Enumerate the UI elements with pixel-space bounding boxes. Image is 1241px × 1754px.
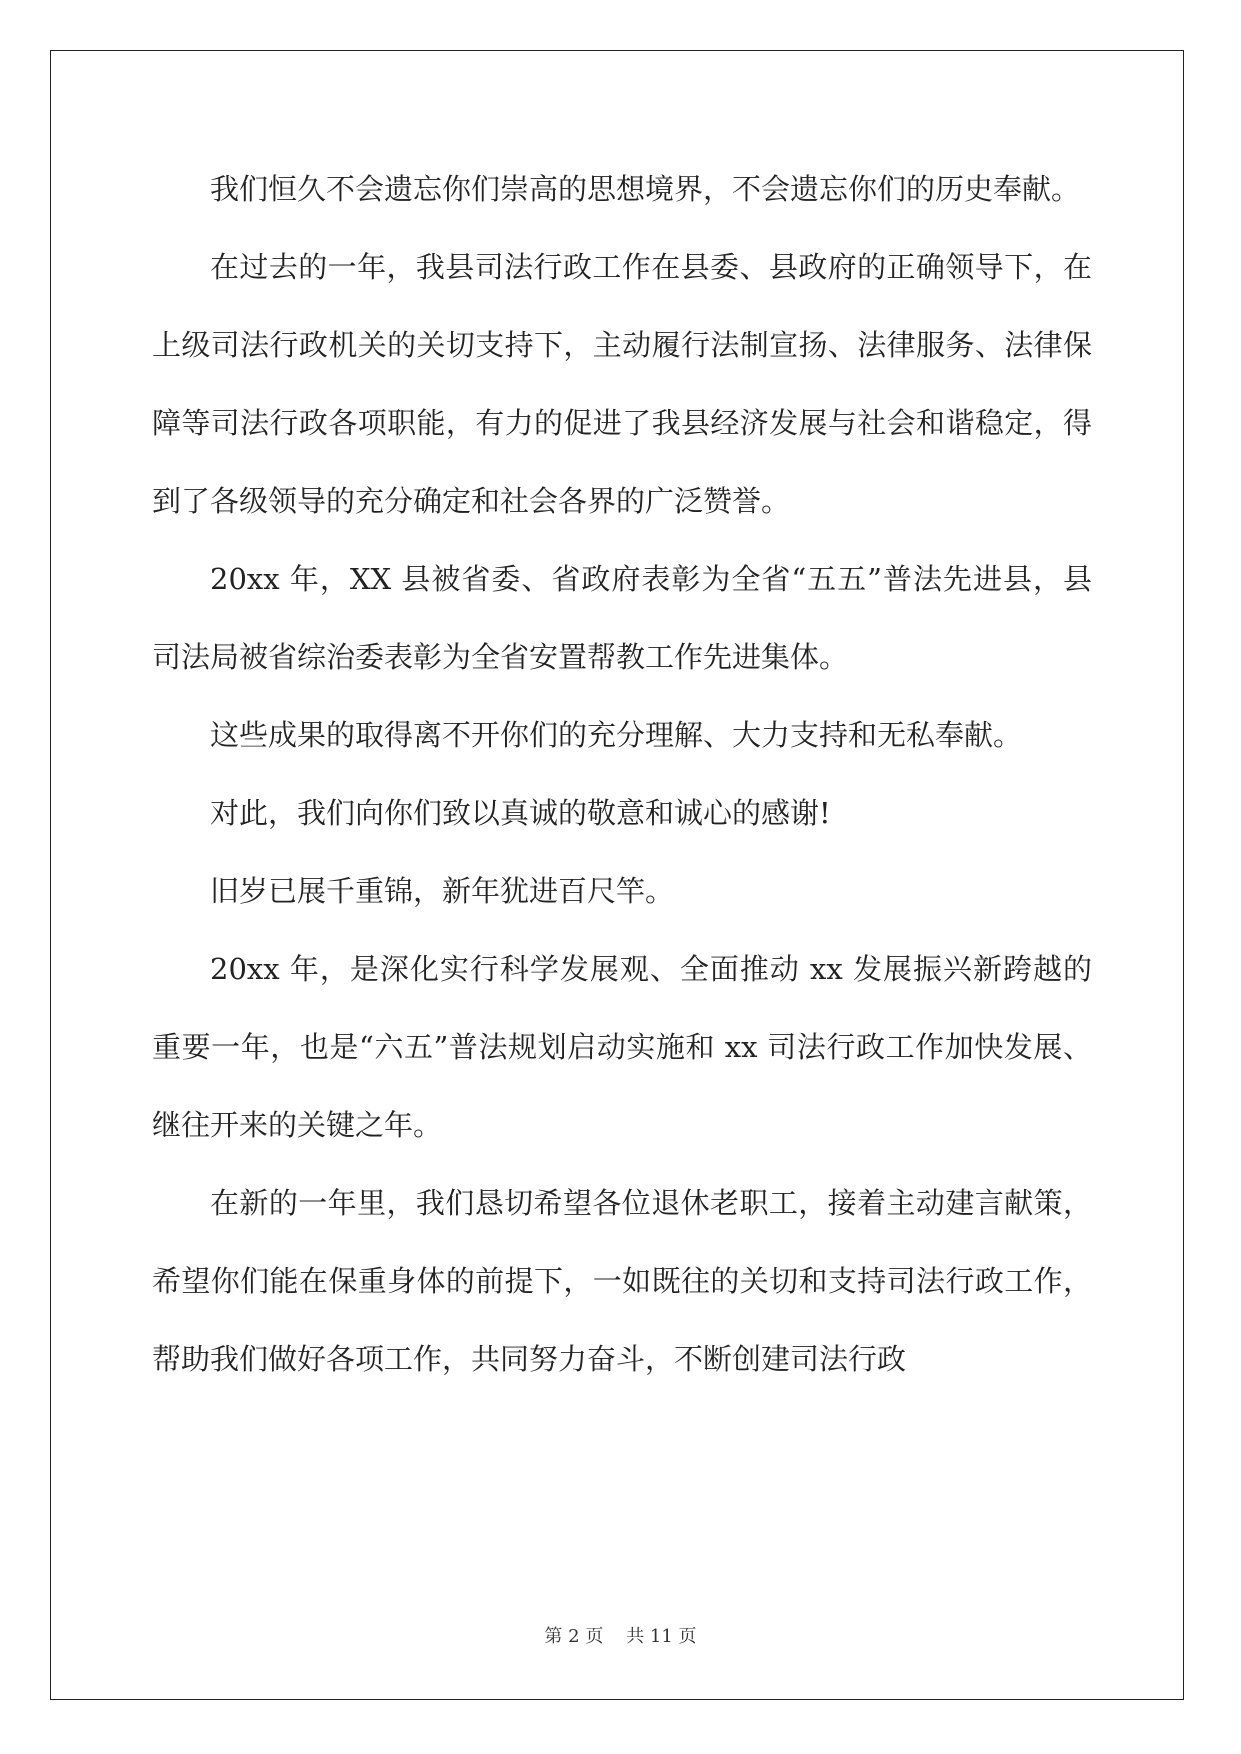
paragraph-7: 20xx 年，是深化实行科学发展观、全面推动 xx 发展振兴新跨越的重要一年，也是“六五”普法规划启动实施和 xx 司法行政工作加快发展、继往开来的关键之年。 (152, 952, 1092, 1142)
paragraph-4: 这些成果的取得离不开你们的充分理解、大力支持和无私奉献。 (210, 718, 1023, 752)
paragraph-3: 20xx 年，XX 县被省委、省政府表彰为全省“五五”普法先进县，县司法局被省综治委表彰为全省安置帮教工作先进集体。 (152, 562, 1092, 674)
paragraph-6: 旧岁已展千重锦，新年犹进百尺竿。 (210, 874, 675, 908)
document-body (152, 150, 1092, 1398)
paragraph-2: 在过去的一年，我县司法行政工作在县委、县政府的正确领导下，在上级司法行政机关的关切支持下，主动履行法制宣扬、法律服务、法律保障等司法行政各项职能，有力的促进了我县经济发展与社会和谐稳定，得到了各级领导的充分确定和社会各界的广泛赞誉。 (152, 250, 1092, 518)
paragraph-8: 在新的一年里，我们恳切希望各位退休老职工，接着主动建言献策，希望你们能在保重身体的前提下，一如既往的关切和支持司法行政工作，帮助我们做好各项工作，共同努力奋斗，不断创建司法行政 (152, 1186, 1092, 1376)
page-number-footer: 第 2 页 共 11 页 (544, 1626, 697, 1647)
paragraph-5: 对此，我们向你们致以真诚的敬意和诚心的感谢! (210, 796, 831, 830)
paragraph-1: 我们恒久不会遗忘你们崇高的思想境界，不会遗忘你们的历史奉献。 (210, 172, 1081, 206)
